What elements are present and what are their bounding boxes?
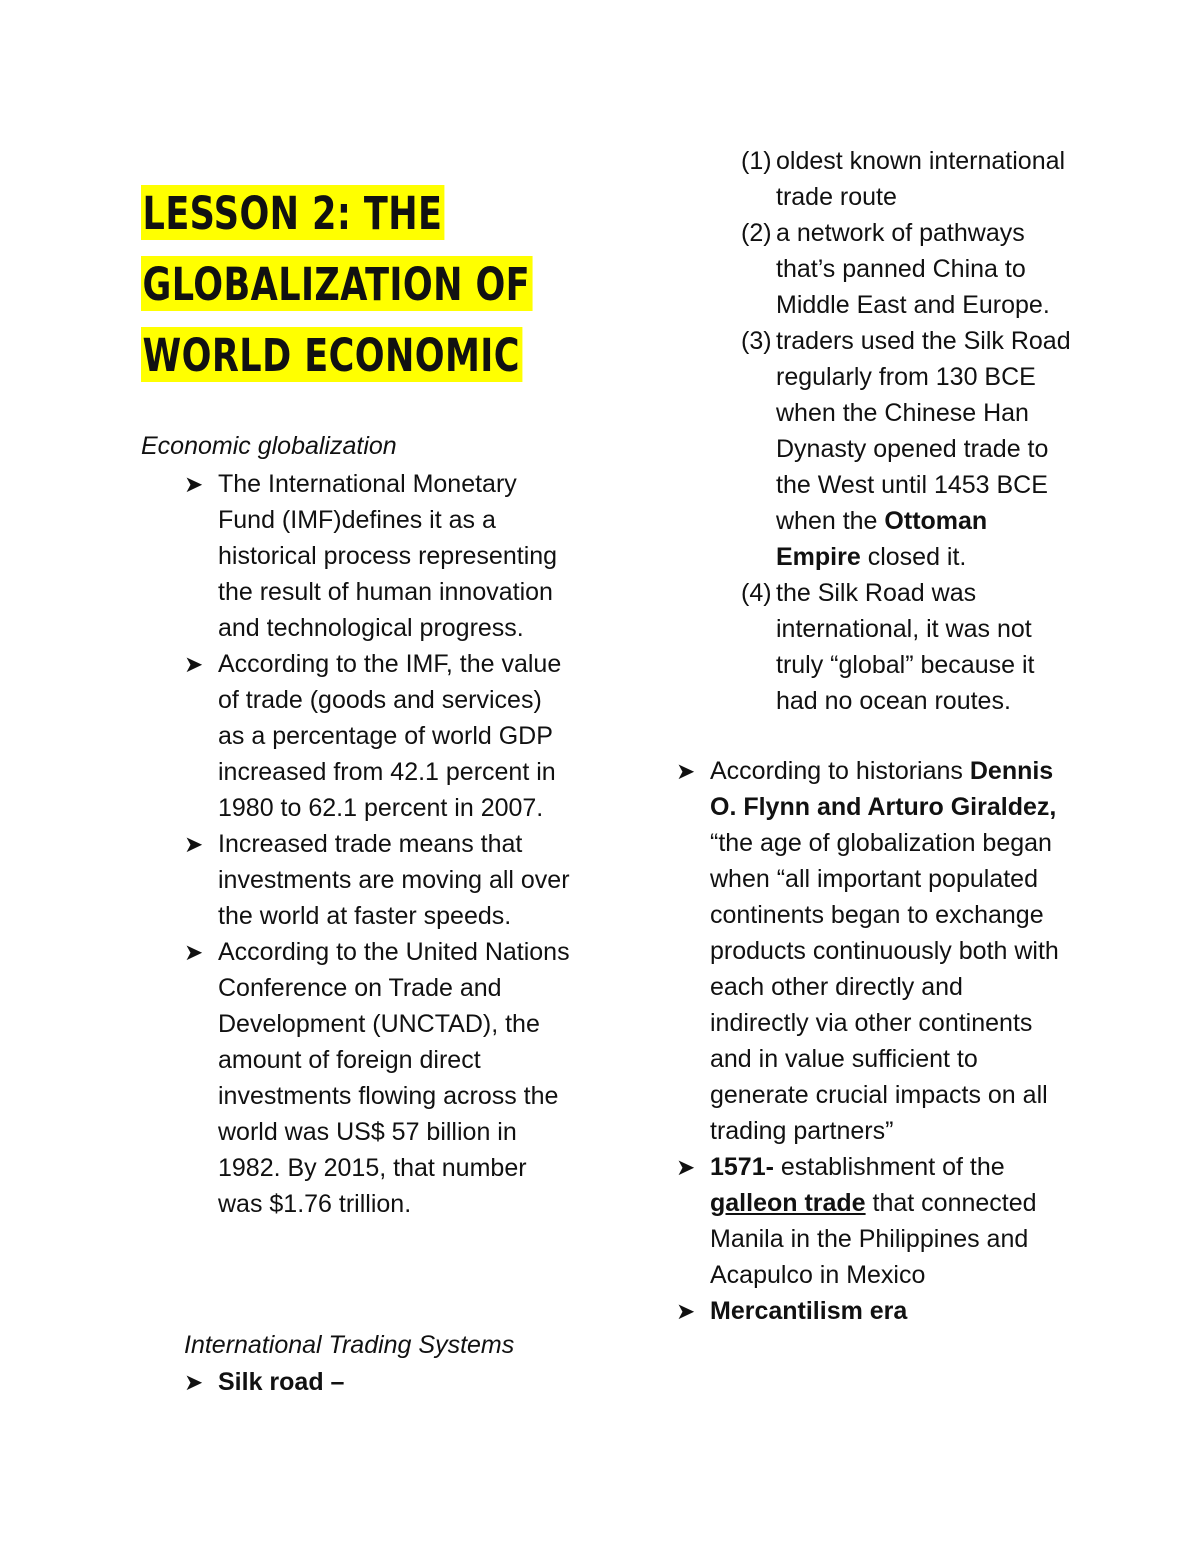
list-item: ➤ Increased trade means that investments are moving all over the world at faster speeds. [184, 826, 574, 934]
lesson-title [141, 178, 643, 391]
mercantilism-era: Mercantilism era [710, 1297, 908, 1325]
list-item: ➤ 1571- establishment of the galleon trade that connected Manila in the Philippines and Acapulco in Mexico [676, 1149, 1066, 1293]
year-1571: 1571- [710, 1153, 774, 1181]
arrow-bullet-icon: ➤ [676, 1154, 696, 1180]
trading-systems-list [184, 1364, 574, 1400]
arrow-bullet-icon: ➤ [184, 831, 204, 857]
arrow-bullet-icon: ➤ [184, 1369, 204, 1395]
list-item: ➤ According to historians Dennis O. Flynn and Arturo Giraldez, “the age of globalization began when “all important populated continents began to exchange products continuously both with each other directly and indirectly via other continents and in value sufficient to generate crucial impacts on all trading partners” [676, 753, 1066, 1149]
title-line-1: LESSON 2: THE [141, 185, 445, 240]
silk-road-points [741, 143, 1071, 719]
list-item: ➤ According to the IMF, the value of trade (goods and services) as a percentage of world GDP increased from 42.1 percent in 1980 to 62.1 percent in 2007. [184, 646, 574, 826]
title-line-3: WORLD ECONOMIC [141, 327, 522, 382]
list-item [676, 1293, 1066, 1329]
arrow-bullet-icon: ➤ [184, 471, 204, 497]
title-line-2: GLOBALIZATION OF [141, 256, 532, 311]
economic-globalization-list [184, 466, 574, 1222]
list-item: (4) the Silk Road was international, it was not truly “global” because it had no ocean routes. [741, 579, 1035, 715]
economic-globalization-heading: Economic globalization [141, 432, 397, 460]
galleon-trade: galleon trade [710, 1189, 866, 1217]
trading-systems-heading: International Trading Systems [184, 1331, 515, 1359]
list-item: ➤ According to the United Nations Conference on Trade and Development (UNCTAD), the amount of foreign direct investments flowing across the world was US$ 57 billion in 1982. By 2015, that number was $1.76 trillion. [184, 934, 574, 1222]
globalization-history-list [676, 753, 1066, 1329]
silk-road-label: Silk road – [218, 1368, 345, 1396]
arrow-bullet-icon: ➤ [676, 1298, 696, 1324]
list-item: (1) oldest known international trade route [741, 147, 1066, 211]
ottoman-empire: Ottoman Empire [776, 507, 988, 571]
list-item: ➤ The International Monetary Fund (IMF)defines it as a historical process representing the result of human innovation and technological progress. [184, 466, 574, 646]
list-item: (3) traders used the Silk Road regularly from 130 BCE when the Chinese Han Dynasty opened trade to the West until 1453 BCE when the Ottoman Empire closed it. [741, 327, 1071, 571]
list-item: (2) a network of pathways that’s panned China to Middle East and Europe. [741, 219, 1050, 319]
arrow-bullet-icon: ➤ [676, 758, 696, 784]
arrow-bullet-icon: ➤ [184, 651, 204, 677]
historians-names: Dennis O. Flynn and Arturo Giraldez, [710, 757, 1057, 821]
arrow-bullet-icon: ➤ [184, 939, 204, 965]
list-item [184, 1364, 574, 1400]
